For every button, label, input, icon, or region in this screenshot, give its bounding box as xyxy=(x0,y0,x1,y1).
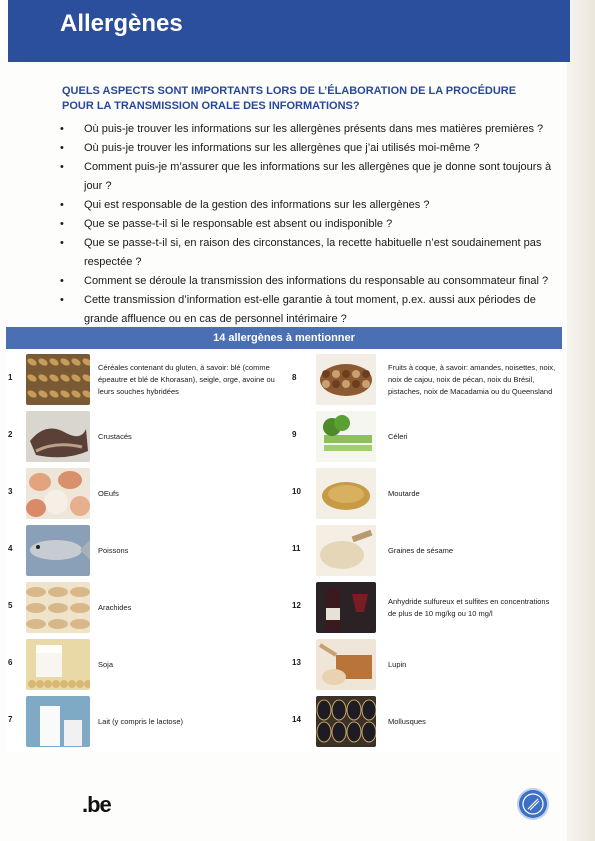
allergen-label: Lupin xyxy=(388,659,407,669)
table-row xyxy=(6,693,562,750)
table-row xyxy=(6,636,562,693)
page-title: Allergènes xyxy=(60,10,183,37)
allergen-item xyxy=(6,636,284,693)
bullet-icon: • xyxy=(60,275,64,287)
list-item xyxy=(60,291,560,329)
molluscs-icon xyxy=(316,696,376,747)
list-item xyxy=(60,120,560,139)
be-logo: .be xyxy=(82,792,111,817)
cereal-grains-icon xyxy=(26,354,90,405)
list-item xyxy=(60,234,560,272)
lupin-bread-icon xyxy=(316,639,376,690)
allergen-item xyxy=(6,408,284,465)
bullet-icon: • xyxy=(60,218,64,230)
allergen-number: 6 xyxy=(8,658,13,667)
allergen-number: 5 xyxy=(8,601,13,610)
allergen-number: 10 xyxy=(292,487,301,496)
eggs-icon xyxy=(26,468,90,519)
allergen-label: Arachides xyxy=(98,602,132,612)
allergen-label: Fruits à coque, à savoir: amandes, noisettes, noix, noix de cajou, noix de pécan, noix du Brésil, pistaches, noix de Macadamia ou du Queensland xyxy=(388,362,556,396)
sesame-icon xyxy=(316,525,376,576)
round-seal-icon xyxy=(519,790,547,818)
allergen-number: 13 xyxy=(292,658,301,667)
allergen-item xyxy=(284,522,562,579)
bullet-icon: • xyxy=(60,237,64,249)
list-item-text: Comment puis-je m’assurer que les informations sur les allergènes que je donne sont toujours à jour ? xyxy=(84,161,552,192)
allergen-number: 8 xyxy=(292,373,297,382)
header-bar xyxy=(8,0,570,62)
list-item-text: Qui est responsable de la gestion des informations sur les allergènes ? xyxy=(84,199,430,211)
allergen-number: 9 xyxy=(292,430,297,439)
table-row xyxy=(6,465,562,522)
allergen-item xyxy=(284,579,562,636)
allergen-number: 3 xyxy=(8,487,13,496)
allergen-panel xyxy=(6,327,562,752)
page-edge xyxy=(567,0,595,841)
allergen-label: Anhydride sulfureux et sulfites en concentrations de plus de 10 mg/kg ou 10 mg/l xyxy=(388,596,550,618)
list-item-text: Où puis-je trouver les informations sur les allergènes que j’ai utilisés moi-même ? xyxy=(84,142,480,154)
panel-title: 14 allergènes à mentionner xyxy=(6,327,562,349)
allergen-item xyxy=(284,636,562,693)
list-item xyxy=(60,196,560,215)
bullet-icon: • xyxy=(60,142,64,154)
milk-icon xyxy=(26,696,90,747)
list-item xyxy=(60,215,560,234)
list-item-text: Que se passe-t-il si, en raison des circonstances, la recette habituelle n’est soudainement pas respectée ? xyxy=(84,237,542,268)
bullet-icon: • xyxy=(60,123,64,135)
table-row xyxy=(6,579,562,636)
allergen-item xyxy=(6,579,284,636)
allergen-label: Poissons xyxy=(98,545,129,555)
wine-sulfites-icon xyxy=(316,582,376,633)
peanuts-icon xyxy=(26,582,90,633)
allergen-number: 1 xyxy=(8,373,13,382)
table-row xyxy=(6,522,562,579)
allergen-item xyxy=(6,351,284,408)
allergen-label: OEufs xyxy=(98,488,119,498)
allergen-label: Crustacés xyxy=(98,431,132,441)
allergen-label: Mollusques xyxy=(388,716,426,726)
list-item xyxy=(60,139,560,158)
list-item-text: Cette transmission d’information est-elle garantie à tout moment, p.ex. aussi aux périodes de grande affluence ou en cas de personnel intérimaire ? xyxy=(84,294,536,325)
allergen-item xyxy=(6,465,284,522)
soy-icon xyxy=(26,639,90,690)
list-item xyxy=(60,158,560,196)
bullet-icon: • xyxy=(60,199,64,211)
allergen-label: Lait (y compris le lactose) xyxy=(98,716,184,726)
tree-nuts-icon xyxy=(316,354,376,405)
allergen-item xyxy=(284,351,562,408)
allergen-item xyxy=(6,693,284,750)
mustard-icon xyxy=(316,468,376,519)
table-row xyxy=(6,408,562,465)
allergen-number: 2 xyxy=(8,430,13,439)
list-item-text: Comment se déroule la transmission des informations du responsable au consommateur final ? xyxy=(84,275,549,287)
allergen-label: Céleri xyxy=(388,431,408,441)
question-list xyxy=(60,120,560,329)
crustaceans-icon xyxy=(26,411,90,462)
bullet-icon: • xyxy=(60,294,64,306)
allergen-label: Céréales contenant du gluten, à savoir: blé (comme épeautre et blé de Khorasan), seigle, orge, avoine ou leurs souches hybridées xyxy=(98,362,275,396)
list-item-text: Où puis-je trouver les informations sur les allergènes présents dans mes matières premières ? xyxy=(84,123,544,135)
fish-icon xyxy=(26,525,90,576)
allergen-item xyxy=(284,465,562,522)
allergen-item xyxy=(284,693,562,750)
allergen-number: 12 xyxy=(292,601,301,610)
allergen-item xyxy=(284,408,562,465)
allergen-item xyxy=(6,522,284,579)
allergen-number: 11 xyxy=(292,544,301,553)
section-question: QUELS ASPECTS SONT IMPORTANTS LORS DE L’ÉLABORATION DE LA PROCÉDURE POUR LA TRANSMISSION ORALE DES INFORMATIONS? xyxy=(62,85,517,112)
allergen-number: 14 xyxy=(292,715,301,724)
allergen-label: Soja xyxy=(98,659,114,669)
list-item-text: Que se passe-t-il si le responsable est absent ou indisponible ? xyxy=(84,218,393,230)
allergen-label: Graines de sésame xyxy=(388,545,454,555)
allergen-number: 4 xyxy=(8,544,13,553)
allergen-label: Moutarde xyxy=(388,488,420,498)
list-item xyxy=(60,272,560,291)
celery-icon xyxy=(316,411,376,462)
table-row xyxy=(6,351,562,408)
allergen-number: 7 xyxy=(8,715,13,724)
bullet-icon: • xyxy=(60,161,64,173)
